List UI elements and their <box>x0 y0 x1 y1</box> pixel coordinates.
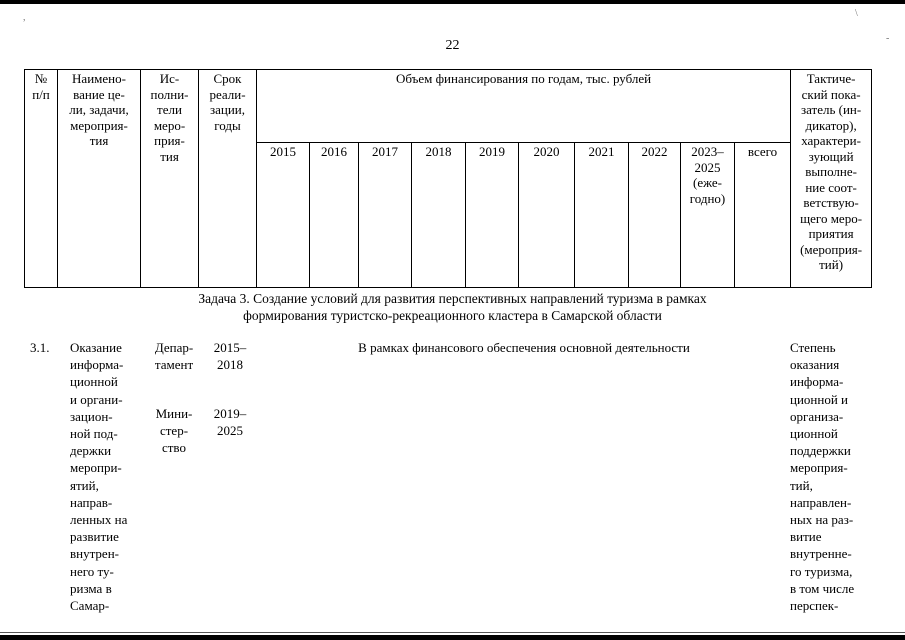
scan-speck: \ <box>855 8 858 19</box>
scan-speck: - <box>886 33 890 44</box>
header-year: 2020 <box>519 143 575 288</box>
task-title: Задача 3. Создание условий для развития перспективных направлений туризма в рамках формирования туристско-рекреационного кластера в Самарской области <box>198 291 707 323</box>
row-executor-2: Мини- стер- ство <box>155 406 193 456</box>
header-year: 2017 <box>359 143 412 288</box>
row-period-1: 2015– 2018 <box>213 340 247 373</box>
row-period-2: 2019– 2025 <box>213 406 247 439</box>
row-indicator: Степень оказания информа- ционной и организа- ционной поддержки мероприя- тий, направлен- ных на раз- витие внутренне- го туризма, в том числе перспек- <box>790 340 855 614</box>
header-year: 2019 <box>466 143 519 288</box>
row-name: Оказание информа- ционной и органи- зацион- ной под- держки меропри- ятий, направ- ленных на развитие внутрен- него ту- ризма в Самар- <box>70 340 128 614</box>
header-year: 2022 <box>629 143 681 288</box>
header-year: 2016 <box>310 143 359 288</box>
page-bottom-edge <box>0 632 905 633</box>
row-number: 3.1. <box>30 340 50 355</box>
page-number: 22 <box>445 38 460 53</box>
row-executor-1: Депар- тамент <box>154 340 194 373</box>
header-total: всего <box>735 143 791 288</box>
header-period: Срок реали- зации, годы <box>199 70 257 288</box>
page-bottom-edge <box>0 635 905 640</box>
scan-speck: , <box>23 12 26 23</box>
header-executors: Ис- полни- тели меро- прия- тия <box>141 70 199 288</box>
header-indicator: Тактиче- ский пока- затель (ин- дикатор), характери- зующий выполне- ние соот- ветствую- щего меро- приятия (мероприя- тий) <box>791 70 872 288</box>
page-top-edge <box>0 0 905 4</box>
header-funding: Объем финансирования по годам, тыс. рублей <box>257 70 791 143</box>
header-year-range: 2023– 2025 (еже- годно) <box>681 143 735 288</box>
header-year: 2021 <box>575 143 629 288</box>
financing-table-header <box>24 69 872 288</box>
header-name: Наимено- вание це- ли, задачи, мероприя- тия <box>58 70 141 288</box>
header-number: № п/п <box>25 70 58 288</box>
row-funding-note: В рамках финансового обеспечения основной деятельности <box>358 340 690 355</box>
header-year: 2018 <box>412 143 466 288</box>
header-year: 2015 <box>257 143 310 288</box>
